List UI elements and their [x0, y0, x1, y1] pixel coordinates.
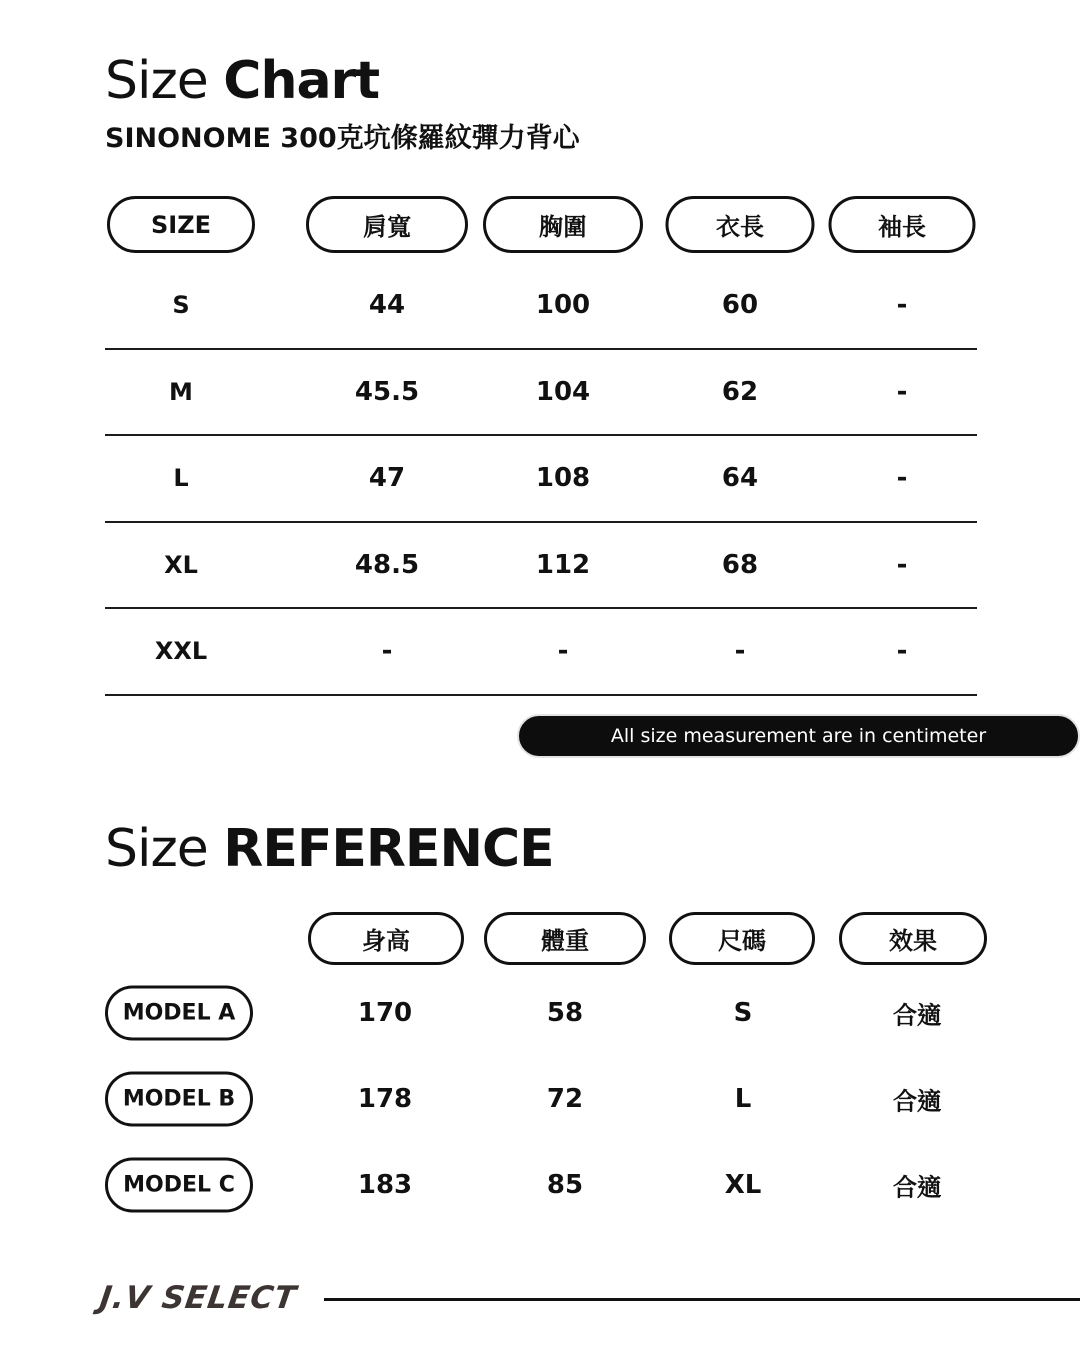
page-title: [105, 52, 379, 112]
cell-shoulder: 44: [368, 290, 406, 321]
cell-length: 68: [721, 549, 759, 580]
cell-height: 178: [357, 1084, 413, 1114]
column-pill-chest: 胸圍: [483, 196, 643, 253]
cell-fit: 合適: [893, 1173, 941, 1202]
cell-chest: 112: [535, 549, 591, 580]
column-pill-height: 身高: [308, 912, 464, 965]
cell-shoulder: -: [381, 636, 393, 667]
cell-size: S: [733, 998, 753, 1028]
cell-weight: 72: [546, 1084, 584, 1114]
cell-height: 183: [357, 1170, 413, 1200]
size-chart-table: [105, 196, 977, 802]
cell-sleeve: -: [896, 463, 908, 494]
size-chart-header-row: [105, 196, 977, 253]
row-label: M: [169, 377, 193, 406]
cell-shoulder: 47: [368, 463, 406, 494]
page-title-regular: Size: [105, 51, 208, 111]
column-pill-fit: 效果: [839, 912, 987, 965]
cell-shoulder: 45.5: [354, 376, 420, 407]
row-label: XL: [164, 550, 198, 579]
cell-length: 60: [721, 290, 759, 321]
row-label: S: [172, 291, 190, 320]
column-pill-length: 衣長: [666, 196, 815, 253]
model-pill: MODEL A: [105, 986, 253, 1041]
table-row-xl: [105, 523, 977, 610]
model-row-a: [105, 970, 977, 1056]
cell-chest: 104: [535, 376, 591, 407]
size-reference-table: [105, 912, 977, 1232]
page-title-bold: Chart: [223, 51, 380, 111]
cell-shoulder: 48.5: [354, 549, 420, 580]
reference-title-regular: Size: [105, 819, 208, 879]
column-pill-shoulder: 肩寬: [306, 196, 468, 253]
reference-header-row: [105, 912, 977, 965]
cell-height: 170: [357, 998, 413, 1028]
unit-note-pill: All size measurement are in centimeter: [517, 714, 1080, 758]
model-row-c: [105, 1142, 977, 1228]
column-pill-size: SIZE: [107, 196, 255, 253]
row-label: L: [173, 464, 189, 493]
row-label: XXL: [154, 637, 208, 666]
column-pill-size-code: 尺碼: [669, 912, 815, 965]
cell-chest: -: [557, 636, 569, 667]
size-chart-rows: [105, 263, 977, 696]
cell-sleeve: -: [896, 376, 908, 407]
cell-chest: 100: [535, 290, 591, 321]
footer-divider-line: [324, 1298, 1080, 1301]
cell-length: -: [734, 636, 746, 667]
cell-fit: 合適: [893, 1087, 941, 1116]
cell-fit: 合適: [893, 1001, 941, 1030]
reference-rows: [105, 970, 977, 1228]
cell-sleeve: -: [896, 290, 908, 321]
cell-size: XL: [724, 1170, 762, 1200]
reference-title: [105, 820, 554, 880]
cell-size: L: [734, 1084, 752, 1114]
product-subtitle: SINONOME 300克坑條羅紋彈力背心: [105, 123, 580, 154]
table-row-l: [105, 436, 977, 523]
cell-sleeve: -: [896, 549, 908, 580]
cell-weight: 58: [546, 998, 584, 1028]
model-row-b: [105, 1056, 977, 1142]
table-row-m: [105, 350, 977, 437]
brand-logo: J.V SELECT: [97, 1280, 299, 1316]
column-pill-weight: 體重: [484, 912, 646, 965]
cell-chest: 108: [535, 463, 591, 494]
cell-sleeve: -: [896, 636, 908, 667]
table-row-s: [105, 263, 977, 350]
column-pill-sleeve: 袖長: [829, 196, 976, 253]
reference-title-bold: REFERENCE: [223, 819, 554, 879]
cell-length: 62: [721, 376, 759, 407]
model-pill: MODEL B: [105, 1072, 253, 1127]
cell-weight: 85: [546, 1170, 584, 1200]
cell-length: 64: [721, 463, 759, 494]
model-pill: MODEL C: [105, 1158, 253, 1213]
table-row-xxl: [105, 609, 977, 696]
